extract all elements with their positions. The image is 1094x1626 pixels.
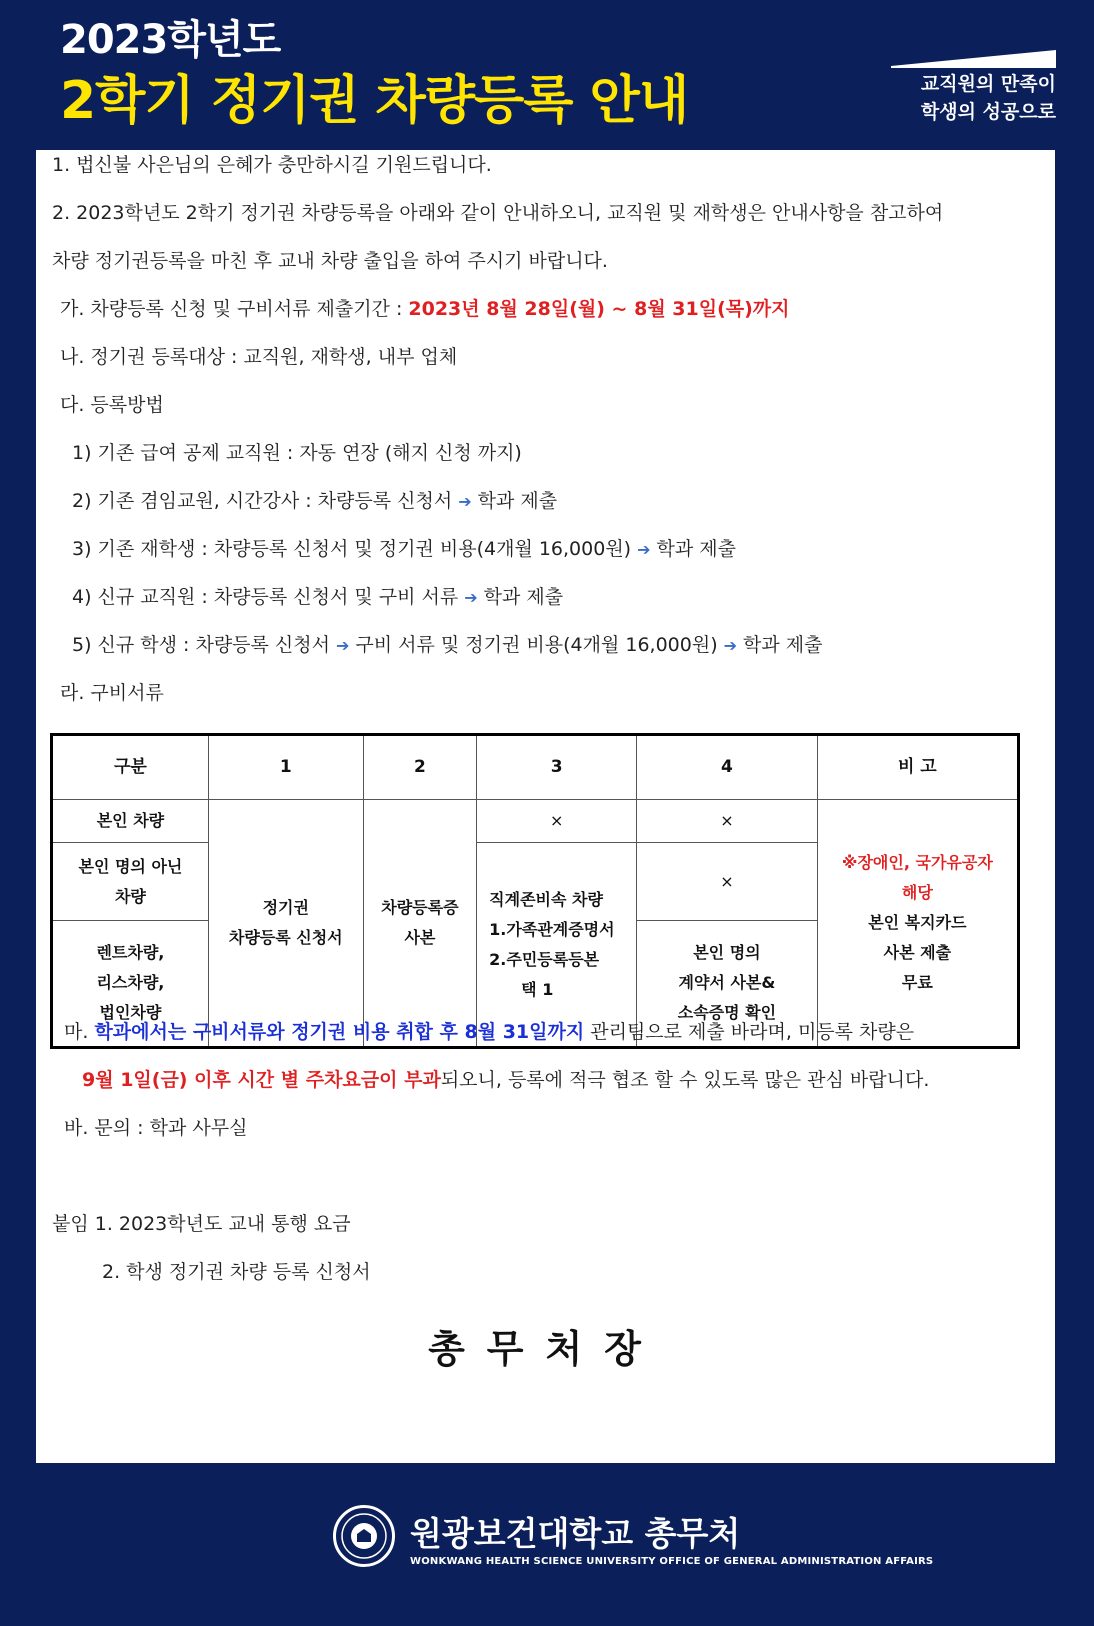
arrow-icon: ➔ (464, 588, 478, 607)
arrow-icon: ➔ (458, 492, 472, 511)
main-title: 2학기 정기권 차량등록 안내 (60, 71, 689, 131)
item-ba: 바. 문의 : 학과 사무실 (64, 1117, 248, 1139)
row-label-own-vehicle: 본인 차량 (52, 799, 209, 843)
cell-mark: × (637, 843, 818, 920)
method-4 (72, 582, 563, 609)
item-ma-rest: 관리팀으로 제출 바라며, 미등록 차량은 (584, 1021, 915, 1043)
table-row (52, 799, 1019, 843)
paragraph-intro-cont: 차량 정기권등록을 마친 후 교내 차량 출입을 하여 주시기 바랍니다. (52, 250, 608, 272)
cell-text: 1.가족관계증명서 (489, 919, 615, 939)
item-ga (60, 294, 790, 321)
method-5-docs: 구비 서류 및 정기권 비용(4개월 16,000원) (355, 634, 718, 656)
method-2 (72, 486, 557, 513)
item-da: 다. 등록방법 (60, 394, 164, 416)
header-banner (0, 0, 1094, 150)
required-documents-table (50, 733, 1020, 1049)
cell-mark: × (477, 799, 637, 843)
method-3-dest: 학과 제출 (656, 538, 736, 560)
cell-mark: × (637, 799, 818, 843)
cell-text: 본인 명의 (693, 943, 761, 963)
university-name: 원광보건대학교 총무처 (410, 1514, 741, 1553)
cell-text: 렌트차량, (96, 943, 165, 963)
item-ga-label: 가. 차량등록 신청 및 구비서류 제출기간 : (60, 298, 409, 320)
arrow-icon: ➔ (637, 540, 651, 559)
arrow-icon: ➔ (336, 636, 350, 655)
method-4-text: 4) 신규 교직원 : 차량등록 신청서 및 구비 서류 (72, 586, 459, 608)
attachment-2: 2. 학생 정기권 차량 등록 신청서 (102, 1261, 371, 1283)
method-5-dest: 학과 제출 (743, 634, 823, 656)
header-col-1: 1 (208, 735, 363, 800)
cell-text: 계약서 사본& (678, 973, 776, 993)
method-2-dest: 학과 제출 (477, 490, 558, 512)
cell-text: 소속증명 확인 (677, 1003, 777, 1023)
method-5-text: 5) 신규 학생 : 차량등록 신청서 (72, 634, 330, 656)
note-free: 무료 (901, 972, 933, 992)
slogan (921, 70, 1056, 126)
header-category: 구분 (52, 735, 209, 800)
cell-text: 정기권 (262, 897, 309, 917)
cell-text: 본인 명의 아닌 (78, 856, 183, 876)
header-col-4: 4 (637, 735, 818, 800)
slogan-swoosh-icon (891, 50, 1056, 68)
header-col-3: 3 (477, 735, 637, 800)
method-5 (72, 630, 822, 657)
item-ma-cont-rest: 되오니, 등록에 적극 협조 할 수 있도록 많은 관심 바랍니다. (440, 1069, 930, 1091)
cell-text: 차량 (114, 886, 146, 906)
university-emblem-icon (333, 1505, 395, 1567)
item-ma (64, 1017, 914, 1044)
cell-text: 리스차량, (96, 973, 165, 993)
paragraph-greeting: 1. 법신불 사은님의 은혜가 충만하시길 기원드립니다. (52, 154, 492, 176)
method-4-dest: 학과 제출 (483, 586, 564, 608)
cell-vehicle-registration (363, 799, 477, 1047)
year-title: 2023학년도 (60, 17, 281, 63)
note-applicable: 해당 (901, 882, 933, 902)
university-name-en: WONKWANG HEALTH SCIENCE UNIVERSITY OFFICE OF GENERAL ADMINISTRATION AFFAIRS (410, 1556, 934, 1567)
paragraph-intro: 2. 2023학년도 2학기 정기권 차량등록을 아래와 같이 안내하오니, 교직원 및 재학생은 안내사항을 참고하여 (52, 202, 944, 224)
table-header-row (52, 735, 1019, 800)
item-ra: 라. 구비서류 (60, 682, 164, 704)
cell-text: 사본 (404, 927, 436, 947)
attachment-1: 붙임 1. 2023학년도 교내 통행 요금 (52, 1213, 351, 1235)
cell-remarks (817, 799, 1018, 1047)
cell-text: 택 1 (521, 979, 554, 999)
cell-registration-form (208, 799, 363, 1047)
parking-fee-warning: 9월 1일(금) 이후 시간 별 주차요금이 부과 (82, 1069, 441, 1091)
cell-text: 2.주민등록등본 (489, 949, 600, 969)
method-3-text: 3) 기존 재학생 : 차량등록 신청서 및 정기권 비용(4개월 16,000원) (72, 538, 632, 560)
note-welfare-card: 본인 복지카드 (868, 912, 967, 932)
header-remarks: 비 고 (817, 735, 1018, 800)
header-col-2: 2 (363, 735, 477, 800)
cell-text: 법인차량 (99, 1003, 162, 1023)
cell-text: 차량등록증 (381, 897, 459, 917)
note-submit-copy: 사본 제출 (883, 942, 952, 962)
arrow-icon: ➔ (723, 636, 738, 655)
slogan-line1: 교직원의 만족이 (920, 73, 1056, 95)
item-ma-prefix: 마. (64, 1021, 95, 1043)
cell-text: 차량등록 신청서 (228, 927, 343, 947)
method-1: 1) 기존 급여 공제 교직원 : 자동 연장 (해지 신청 까지) (72, 442, 522, 464)
method-3 (72, 534, 736, 561)
method-2-text: 2) 기존 겸임교원, 시간강사 : 차량등록 신청서 (72, 490, 453, 512)
notice-document (36, 150, 1055, 1463)
item-na: 나. 정기권 등록대상 : 교직원, 재학생, 내부 업체 (60, 346, 458, 368)
deadline-notice: 학과에서는 구비서류와 정기권 비용 취합 후 8월 31일까지 (94, 1021, 585, 1043)
slogan-line2: 학생의 성공으로 (920, 101, 1056, 123)
registration-period: 2023년 8월 28일(월) ~ 8월 31일(목)까지 (408, 298, 790, 320)
item-ma-cont (82, 1065, 929, 1092)
row-label-not-own (52, 843, 209, 920)
cell-text: 직계존비속 차량 (489, 889, 603, 909)
note-disabled: ※장애인, 국가유공자 (841, 852, 993, 872)
signature-general-affairs: 총무처장 (428, 1327, 663, 1371)
